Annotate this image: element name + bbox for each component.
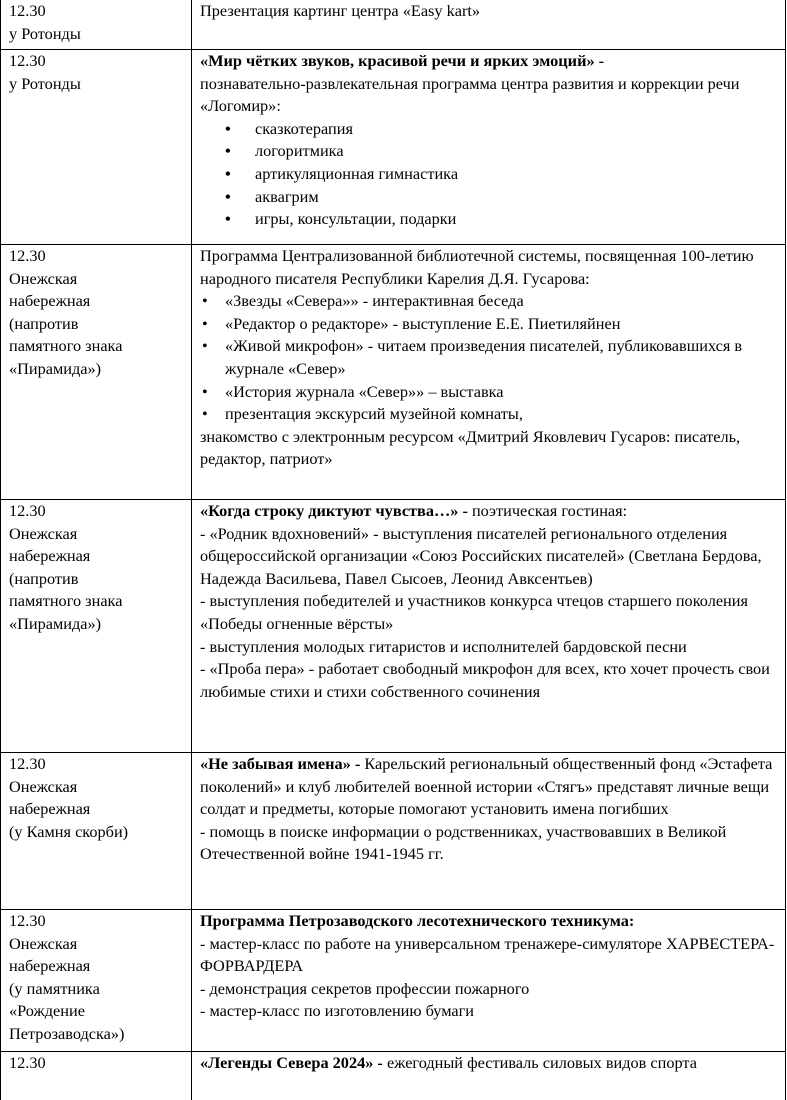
event-place-line: (напротив [9, 568, 79, 588]
description-line: Программа Централизованной библиотечной системы, посвященная 100-летию народного писателя Республики Карелия Д.Я. Гусарова: [200, 246, 754, 288]
event-time: 12.30 [9, 754, 46, 773]
description-line: - помощь в поиске информации о родственниках, участвовавших в Великой Отечественной войне 1941-1945 гг. [200, 821, 727, 864]
event-time: 12.30 [9, 1053, 46, 1072]
description-line: Презентация картинг центра «Easy kart» [200, 1, 481, 20]
list-item: • артикуляционная гимнастика [200, 163, 779, 186]
time-place-cell [1, 0, 192, 50]
bullet-list [200, 290, 779, 426]
table-row [1, 245, 786, 500]
event-place-line: (у Камня скорби) [9, 821, 129, 841]
event-place-line: Онежская [9, 268, 78, 288]
event-place-line: набережная [9, 799, 91, 819]
description-line: - выступления победителей и участников конкурса чтецов старшего поколения «Победы огненные вёрсты» [200, 591, 748, 633]
event-time: 12.30 [9, 911, 46, 930]
event-heading-line [200, 753, 779, 821]
table-row [1, 910, 786, 1052]
event-time: 12.30 [9, 51, 46, 70]
event-place-line: Онежская [9, 933, 78, 953]
event-title: «Когда строку диктуют чувства…» - [200, 501, 468, 520]
list-item: • игры, консультации, подарки [200, 208, 779, 231]
description-line: - выступления молодых гитаристов и исполнителей бардовской песни [200, 636, 687, 656]
event-place-line: Онежская [9, 776, 78, 796]
event-description-cell [192, 910, 786, 1052]
time-place-cell [1, 1052, 192, 1100]
event-title: Программа Петрозаводского лесотехнического техникума: [200, 911, 635, 930]
event-place-line: набережная [9, 291, 91, 311]
time-place-cell [1, 753, 192, 910]
event-description-cell [192, 753, 786, 910]
time-place-cell [1, 500, 192, 753]
list-item: • «Редактор о редакторе» - выступление Е.Е. Пиетиляйнен [200, 313, 779, 336]
table-row [1, 50, 786, 245]
event-description-cell [192, 500, 786, 753]
description-line: - «Проба пера» - работает свободный микрофон для всех, кто хочет прочесть свои любимые стихи и стихи собственного сочинения [200, 659, 770, 701]
list-item: • «Звезды «Севера»» - интерактивная беседа [200, 290, 779, 313]
description-line: - мастер-класс по изготовлению бумаги [200, 1001, 475, 1021]
description-line: - мастер-класс по работе на универсальном тренажере-симуляторе ХАРВЕСТЕРА-ФОРВАРДЕРА [200, 933, 775, 976]
table-row [1, 1052, 786, 1100]
table-row [1, 753, 786, 910]
event-place-line: «Пирамида») [9, 613, 102, 633]
description-line: - демонстрация секретов профессии пожарного [200, 978, 530, 998]
time-place-cell [1, 245, 192, 500]
event-place-line: у Ротонды [9, 23, 81, 43]
list-item: • аквагрим [200, 186, 779, 209]
event-place-line: Петрозаводска») [9, 1023, 125, 1043]
event-title: «Не забывая имена» - [200, 754, 361, 773]
event-place-line: «Пирамида») [9, 358, 102, 378]
list-item: • сказкотерапия [200, 118, 779, 141]
event-place-line: памятного знака [9, 591, 123, 611]
time-place-cell [1, 910, 192, 1052]
event-time: 12.30 [9, 1, 46, 20]
event-place-line: у Ротонды [9, 73, 81, 93]
event-heading-line [200, 1052, 779, 1075]
event-title: «Легенды Севера 2024» - [200, 1053, 383, 1072]
event-place-line: памятного знака [9, 336, 123, 356]
event-place-line: (напротив [9, 313, 79, 333]
event-title-rest: поэтическая гостиная: [471, 501, 628, 520]
event-title: «Мир чётких звуков, красивой речи и ярких эмоций» - [200, 51, 605, 70]
description-line: знакомство с электронным ресурсом «Дмитрий Яковлевич Гусаров: писатель, редактор, патриот» [200, 426, 741, 469]
time-place-cell [1, 50, 192, 245]
event-description-cell [192, 50, 786, 245]
event-place-line: «Рождение [9, 1001, 85, 1021]
event-place-line: (у памятника [9, 978, 100, 998]
event-time: 12.30 [9, 501, 46, 520]
event-description-cell [192, 1052, 786, 1100]
event-place-line: набережная [9, 546, 91, 566]
event-title-rest: ежегодный фестиваль силовых видов спорта [386, 1053, 697, 1072]
table-row [1, 0, 786, 50]
list-item: • «Живой микрофон» - читаем произведения писателей, публиковавшихся в журнале «Север» [200, 335, 779, 380]
event-time: 12.30 [9, 246, 46, 265]
bullet-list [200, 118, 779, 231]
table-row [1, 500, 786, 753]
event-place-line: Онежская [9, 523, 78, 543]
list-item: • логоритмика [200, 140, 779, 163]
description-line: - «Родник вдохновений» - выступления писателей регионального отделения общероссийской организации «Союз Российских писателей» (Светлана Бердова, Надежда Васильева, Павел Сысоев, Леонид Авксентьев) [200, 523, 762, 588]
event-place-line: набережная [9, 956, 91, 976]
description-line: познавательно-развлекательная программа центра развития и коррекции речи «Логомир»: [200, 73, 740, 116]
event-heading-line [200, 500, 779, 523]
list-item: • «История журнала «Север»» – выставка [200, 381, 779, 404]
list-item: • презентация экскурсий музейной комнаты, [200, 403, 779, 426]
event-title-rest: Карельский региональный общественный фонд «Эстафета поколений» и клуб любителей военной истории «Стягъ» представят личные вещи солдат и предметы, которые помогают установить имена погибших [200, 754, 773, 819]
event-description-cell [192, 0, 786, 50]
event-description-cell [192, 245, 786, 500]
